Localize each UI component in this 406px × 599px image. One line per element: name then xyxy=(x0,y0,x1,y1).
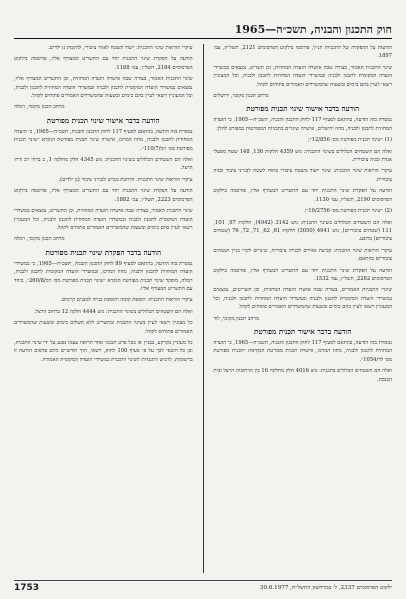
paragraph: הודעות על ההפקדה של התכניות הנ״ל, פורסמו בילקוט הפרסומים 2121, תשל״ה, עמ׳ 1897. xyxy=(213,45,392,60)
text-columns xyxy=(14,44,392,573)
section-heading: הודעה בדבר אישור שינוי תכנית מפורטת xyxy=(246,104,360,114)
paragraph: עיקרי הוראות שינוי התכנית: הרחבת מגרש לבנייני ציבור (גן ילדים). xyxy=(58,176,193,183)
column-divider xyxy=(203,44,204,573)
page-footer xyxy=(14,580,392,593)
paragraph: עיקרי הוראות שינוי התכנית: ייעוד השטח לאזור ציבורי, להקמת גן ילדים. xyxy=(47,45,193,51)
page-title: חוק התכנון והבניה, תשכ״ה—1965 xyxy=(234,23,392,36)
paragraph: נמסרת בזה הודעה, בהתאם לסעיף 89 לחוק התכנון והבניה, תשכ״ה—1965, כי במשרדי הועדה המחוזית לתכנון ולבניה, מחוז המרכז, ובמשרדי הועדה המקומית לתכנון ולבניה, רמלה, מופקד שינוי תכנית מפורטת הנקרא ״שינוי תכנית מפורטת מס׳ רמ/260/8״, ביחד עם התשריט המצורף אליו. xyxy=(13,260,193,292)
paragraph: עיקרי הוראות שינוי התכנית: קביעת אזורים לבנייה ציבורית, שינויים לקויי בניין ושטחים ציבוריים בהתאם. xyxy=(213,247,392,263)
paragraph: הודעה על הפקדת שינוי התכנית יחד עם התשריט המצורף אליו, פורסמה בילקוט הפרסומים 2184, תשל״ו, עמ׳ 1188. xyxy=(13,56,193,71)
section-heading: הודעה בדבר אישור תכנית מפורטת xyxy=(254,326,352,336)
planning-region-label: מרחב תכנון מקומי, ירושלים xyxy=(213,93,269,100)
paragraph: שינוי התכנית האמור, בצורה שבה אושרה הועדה המחוזית, וכן התשריט, נמצאים במשרדי הועדה המקומית לתכנון ולבניה ובמשרדי הועדה המחוזית לתכנון ולבניה, וכל המעוניין רשאי לעיין בהם בימים ובשעות שהמשרדים האמורים פתוחים לקהל. xyxy=(13,208,193,231)
paragraph: ואלה הם השטחים הכלולים בשינוי התכנית: גוש 3142 (4942), חלקות 97, 101, 111 (שטחים ציבוריים), גוש 4941 (3050) חלקות 61, 62, 71, 72, 76 (שטחים ציבוריים) ברובע. xyxy=(213,219,392,243)
paragraph: שינוי התכנית האמור, בצורה שבה אישרה הועדה המחוזית, וכן התשריט המצורף אליו, נמצאים במשרדי הועדה המקומית לתכנון ולבניה ובמשרדי הועדה המחוזית לתכנון ולבניה, וכל המעוניין רשאי לעיין בהם בימים ובשעות שהמשרדים האמורים פתוחים לקהל. xyxy=(13,76,193,100)
planning-region-label: מרחב תכנון מקומי, רמלה xyxy=(13,104,65,111)
left-column xyxy=(14,44,193,573)
paragraph: הודעה על הפקדת שינוי התכנית יחד עם התשריט המצורף אליו, פורסמה בילקוט הפרסומים 2223, תשל״ו, עמ׳ 1882. xyxy=(13,188,193,203)
paragraph: נמסרת בזה הודעה, בהתאם לסעיף 117 לחוק התכנון והבניה, תשכ״ה—1965, כי הועדה המחוזית לתכנון ולבניה, מחוז המרכז, אישרה תכנית מפורטת הנקראת ״תכנית מפורטת מס׳ לד/1054״. xyxy=(213,339,392,363)
footer-citation: ילקוט הפרסומים 2337, ל׳ במרחשון התשל״ח, 30.6.1977 xyxy=(259,585,392,591)
paragraph: נמסרת בזה הודעה, בהתאם לסעיף 117 לחוק התכנון והבניה, תשכ״ה—1965, כי הועדה המחוזית לתכנון ולבניה, מחוז המרכז, אישרה שינוי תכנית מפורטת הנקרא ״שינוי תכנית מפורטת מס׳ רמ/110/7״. xyxy=(13,128,193,152)
paragraph: שינוי התכנית האמור, בצורה שבה אושרה הועדה המחוזית, וכן תשריט, נמצאים במשרדי הועדה המקומית לתכנון ולבניה ובמשרדי הועדה המחוזית לתכנון ולבניה, וכל המעוניין רשאי לעיין בהם בימים ובשעות שהמשרדים האמורים פתוחים לקהל. xyxy=(213,64,392,88)
section-heading: הודעה בדבר אישור שינוי תכנית מפורטת xyxy=(46,115,160,125)
paragraph: נמסרת בזה הודעה, בהתאם לסעיף 117 לחוק התכנון והבניה, תשכ״ה—1965, כי הועדה המחוזית לתכנון ולבניה, מחוז ירושלים, אישרה שינויים בתכניות המפורטות כמפורט להלן: xyxy=(213,117,392,132)
paragraph: (1) ״שינוי תכנית מפורטת מס׳ 12/856״; xyxy=(307,137,392,144)
paragraph: עיקרי הוראות התכנית: תוספת קומה ותוספת בנייה למבנים קיימים. xyxy=(60,297,193,304)
paragraph: שינויי התכניות האמורים, בצורה שבה אושרו הועדה המחוזית, וכן תשריטים, נמצאים במשרדי הועדה המקומית לתכנון ולבניה ובמשרדי הועדה המחוזית לתכנון ולבניה, וכל המעוניין רשאי לעיין בהם בימים ובשעות שהמשרדים האמורים פתוחים לקהל. xyxy=(213,287,392,311)
paragraph: הודעה על הפקדת שינוי התכנית יחד עם התשריט המצורף אליו, פורסמה בילקוט הפרסומים 2262, תשל״ז, עמ׳ 1532. xyxy=(213,267,392,282)
paragraph: עיקרי הוראות שינוי התכנית: שינוי ייעוד משטח ציבורי פתוח לשטח לבנייני ציבור ובניה ציבורית. xyxy=(213,168,392,183)
paragraph: הודעה על הפקדת שינוי התכנית יחד עם התשריט המצורף אליו, פורסמה בילקוט הפרסומים 2190, תשל״ו, עמ׳ 1130. xyxy=(213,188,392,203)
paragraph: כל מעוניין רשאי לעיין בשינוי התכנית ובתשריט ללא תשלום בימים ובשעות שהמשרדים האמורים פתוחים לקהל. xyxy=(13,320,193,335)
paragraph: (2) ״שינוי תכנית מפורטת מס׳ 10/2756״; xyxy=(304,208,392,215)
paragraph: ואלה הם השטחים הכלולים בתכנית: גוש 4016 חלק מחלקה 16 בין הרחובות הרצל ובית הכנסת. xyxy=(213,368,392,383)
paragraph: ואלה הם השטחים הכלולים בשינוי התכנית: גוש 4345 חלק מחלקה 1, ב ברח׳ רב ורח׳ הרצל. xyxy=(13,157,193,172)
page-header xyxy=(14,14,392,39)
page-number: 1753 xyxy=(14,583,40,593)
planning-region-label: מרחב תכנון מקומי, לוד xyxy=(213,315,260,322)
paragraph: ואלה הם השטחים הכלולים בשינוי התכנית: גוש 4359 חלקות 136, 148 שטח מפעלי אגדת ובניה ציבורית. xyxy=(213,148,392,164)
section-heading: הודעה בדבר הפקדת שינוי תכנית מפורטת xyxy=(45,247,162,257)
paragraph: ואלה הם השטחים הכלולים בשינוי התכנית: גוש 4444 חלקה 12 ברחוב הרצל. xyxy=(34,308,193,315)
paragraph: כל מעוניין בקרקע, בבניין או בכל פרט תכנוני אחר הרואה עצמו נפגע על ידי שינוי התכנית, וכן כל הזכאי לכך על פי סעיף 100 לחוק, רשאי, תוך חודשיים מיום פרסום הודעה זו ברשומות, להגיש התנגדות לשינוי התכנית במשרדי הועדה המקומית האמורה. xyxy=(13,339,193,363)
planning-region-label: מרחב תכנון מקומי, רמלה xyxy=(13,236,65,243)
right-column xyxy=(213,44,392,573)
